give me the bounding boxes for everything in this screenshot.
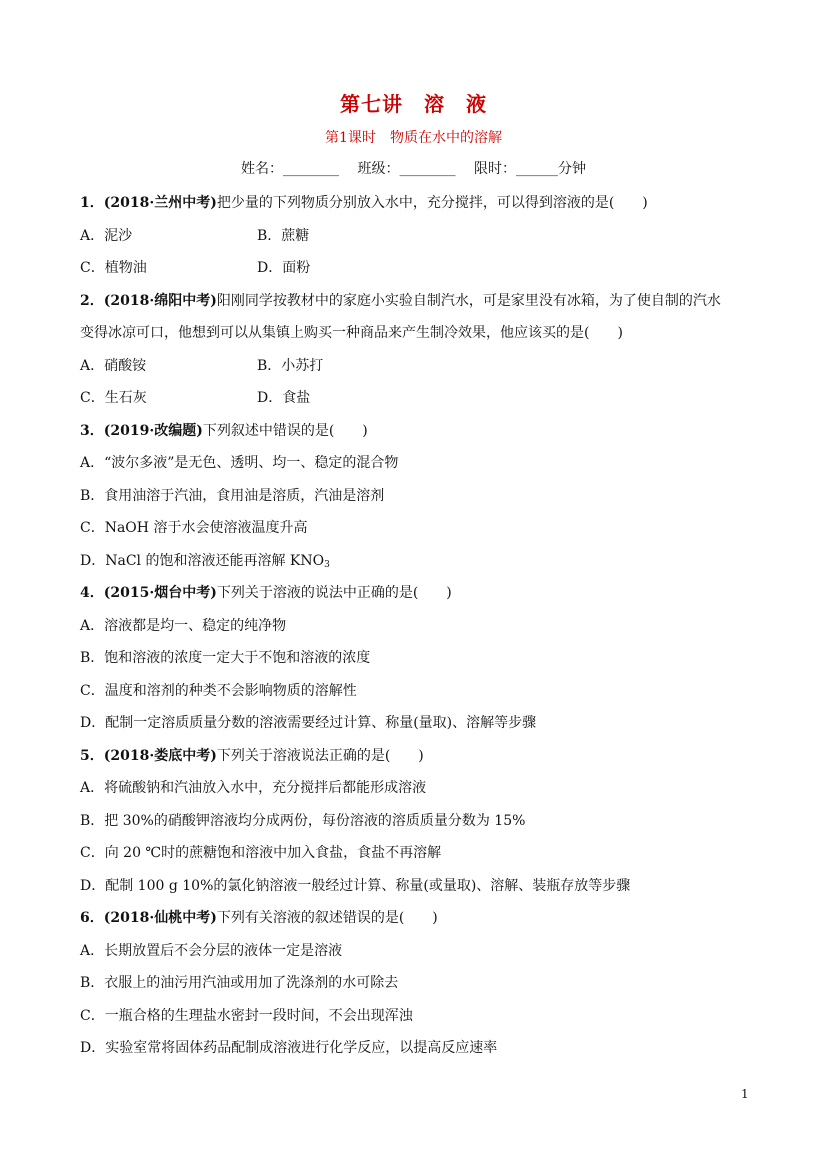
question-2-stem-continued: 变得冰凉可口，他想到可以从集镇上购买一种商品来产生制冷效果，他应该买的是( ) <box>80 325 623 341</box>
question-number: 1． <box>80 195 104 211</box>
question-2-options-row-2 <box>80 388 310 408</box>
question-1-options-row-1 <box>80 226 309 246</box>
option-a: A．长期放置后不会分层的液体一定是溶液 <box>80 943 343 959</box>
option-d: D．面粉 <box>257 260 311 276</box>
question-number: 2． <box>80 293 104 309</box>
question-source: (2018·娄底中考) <box>103 748 217 764</box>
question-source: (2018·兰州中考) <box>103 195 217 211</box>
option-b: B．小苏打 <box>257 358 324 374</box>
question-text: 下列关于溶液说法正确的是( ) <box>216 748 424 764</box>
option-b: B．把 30%的硝酸钾溶液均分成两份，每份溶液的溶质质量分数为 15% <box>80 813 526 829</box>
question-1-stem <box>80 193 648 213</box>
question-source: (2018·仙桃中考) <box>103 910 217 926</box>
option-d <box>80 551 330 575</box>
question-source: (2019·改编题) <box>103 423 203 439</box>
question-number: 3． <box>80 423 104 439</box>
option-c: C．生石灰 <box>80 390 147 406</box>
option-c: C．温度和溶剂的种类不会影响物质的溶解性 <box>80 683 357 699</box>
page-number: 1 <box>741 1087 749 1101</box>
option-a: A．“波尔多液”是无色、透明、均一、稳定的混合物 <box>80 455 399 471</box>
option-a: A．硝酸铵 <box>80 358 147 374</box>
student-info-line: 姓名：________ 班级：________ 限时：______分钟 <box>241 161 586 177</box>
option-b: B．蔗糖 <box>257 228 310 244</box>
option-c: C．植物油 <box>80 260 147 276</box>
question-6-stem <box>80 908 438 928</box>
subscript-3: 3 <box>324 560 330 570</box>
option-d-text: D．NaCl 的饱和溶液还能再溶解 KNO <box>80 553 325 569</box>
option-c: C．NaOH 溶于水会使溶液温度升高 <box>80 520 308 536</box>
option-d: D．配制 100 g 10%的氯化钠溶液一般经过计算、称量(或量取)、溶解、装瓶存放等步骤 <box>80 878 631 894</box>
option-c: C．向 20 ℃时的蔗糖饱和溶液中加入食盐，食盐不再溶解 <box>80 845 442 861</box>
option-b: B．食用油溶于汽油，食用油是溶质，汽油是溶剂 <box>80 488 385 504</box>
question-3-stem <box>80 421 368 441</box>
option-b: B．饱和溶液的浓度一定大于不饱和溶液的浓度 <box>80 650 371 666</box>
lesson-subtitle: 第1课时 物质在水中的溶解 <box>325 130 502 146</box>
question-2-options-row-1 <box>80 356 323 376</box>
option-a: A．泥沙 <box>80 228 133 244</box>
question-source: (2018·绵阳中考) <box>103 293 217 309</box>
option-d: D．实验室常将固体药品配制成溶液进行化学反应，以提高反应速率 <box>80 1040 498 1056</box>
question-4-stem <box>80 583 452 603</box>
question-2-stem <box>80 291 721 311</box>
question-text: 下列有关溶液的叙述错误的是( ) <box>216 910 438 926</box>
question-text: 阳刚同学按教材中的家庭小实验自制汽水，可是家里没有冰箱，为了使自制的汽水 <box>216 293 721 309</box>
question-text: 下列叙述中错误的是( ) <box>202 423 368 439</box>
option-b: B．衣服上的油污用汽油或用加了洗涤剂的水可除去 <box>80 975 399 991</box>
question-5-stem <box>80 746 424 766</box>
question-1-options-row-2 <box>80 258 310 278</box>
question-text: 下列关于溶液的说法中正确的是( ) <box>216 585 452 601</box>
page-title: 第七讲 溶 液 <box>340 92 487 116</box>
option-d: D．食盐 <box>257 390 311 406</box>
option-a: A．将硫酸钠和汽油放入水中，充分搅拌后都能形成溶液 <box>80 780 427 796</box>
question-source: (2015·烟台中考) <box>103 585 217 601</box>
question-number: 5． <box>80 748 104 764</box>
option-c: C．一瓶合格的生理盐水密封一段时间，不会出现浑浊 <box>80 1008 413 1024</box>
option-d: D．配制一定溶质质量分数的溶液需要经过计算、称量(量取)、溶解等步骤 <box>80 715 537 731</box>
question-text: 把少量的下列物质分别放入水中，充分搅拌，可以得到溶液的是( ) <box>216 195 648 211</box>
question-number: 4． <box>80 585 104 601</box>
option-a: A．溶液都是均一、稳定的纯净物 <box>80 618 287 634</box>
question-number: 6． <box>80 910 104 926</box>
